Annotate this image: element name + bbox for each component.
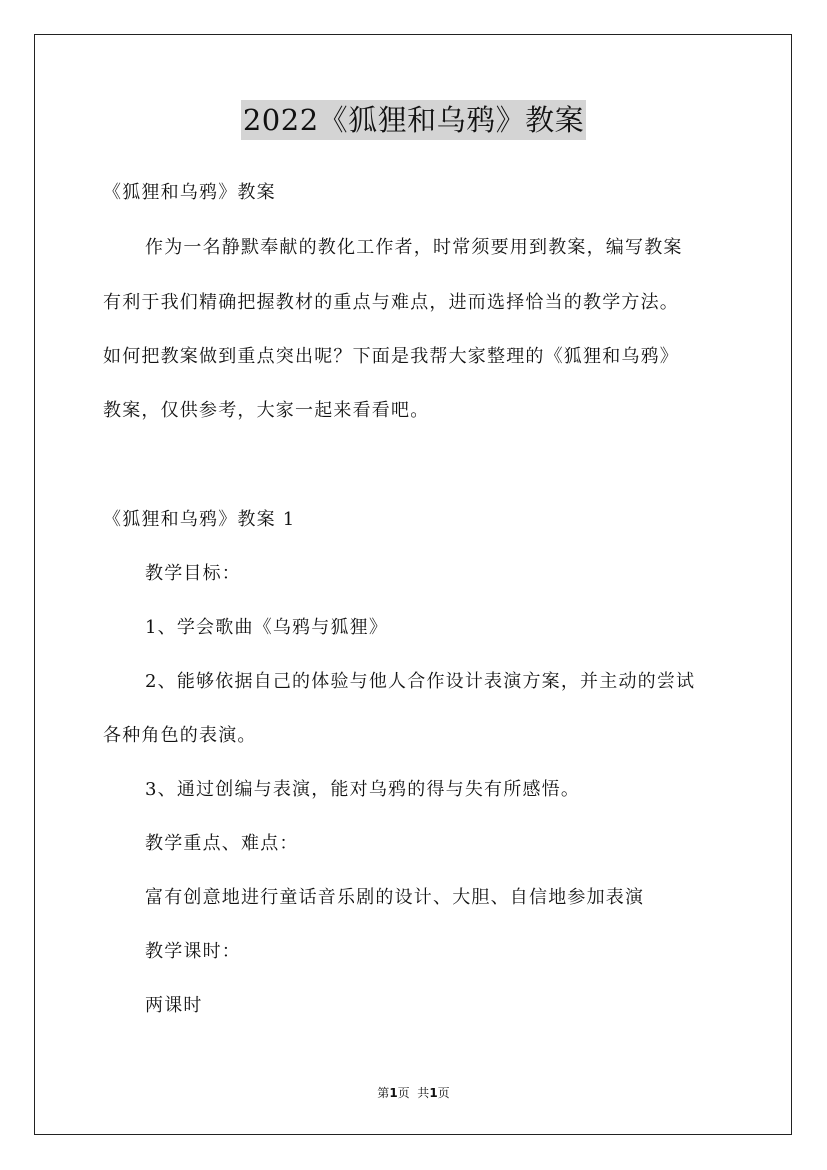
footer-page-number: 1 xyxy=(389,1086,398,1100)
footer-suffix: 页 xyxy=(437,1086,450,1100)
intro-line-1: 作为一名静默奉献的教化工作者，时常须要用到教案，编写教案 xyxy=(145,237,683,258)
goals-label: 教学目标： xyxy=(145,563,241,584)
title-container xyxy=(0,100,827,140)
footer-mid: 页 共 xyxy=(397,1086,430,1100)
goal-1: 1、学会歌曲《乌鸦与狐狸》 xyxy=(145,617,389,638)
goal-3: 3、通过创编与表演，能对乌鸦的得与失有所感悟。 xyxy=(145,779,581,800)
key-points-label: 教学重点、难点： xyxy=(145,833,299,854)
document-title: 2022《狐狸和乌鸦》教案 xyxy=(241,100,586,140)
key-points-text: 富有创意地进行童话音乐剧的设计、大胆、自信地参加表演 xyxy=(145,887,645,908)
section-heading: 《狐狸和乌鸦》教案 1 xyxy=(103,509,296,530)
hours-label: 教学课时： xyxy=(145,941,241,962)
footer-prefix: 第 xyxy=(377,1086,390,1100)
document-subtitle: 《狐狸和乌鸦》教案 xyxy=(103,182,276,203)
intro-line-2: 有利于我们精确把握教材的重点与难点，进而选择恰当的教学方法。 xyxy=(103,292,679,313)
intro-line-3: 如何把教案做到重点突出呢？下面是我帮大家整理的《狐狸和乌鸦》 xyxy=(103,346,679,367)
hours-text: 两课时 xyxy=(145,995,203,1016)
goal-2-line-1: 2、能够依据自己的体验与他人合作设计表演方案，并主动的尝试 xyxy=(145,671,696,692)
page-footer xyxy=(0,1085,827,1101)
goal-2-line-2: 各种角色的表演。 xyxy=(103,725,257,746)
footer-page-total: 1 xyxy=(429,1086,438,1100)
intro-line-4: 教案，仅供参考，大家一起来看看吧。 xyxy=(103,400,430,421)
